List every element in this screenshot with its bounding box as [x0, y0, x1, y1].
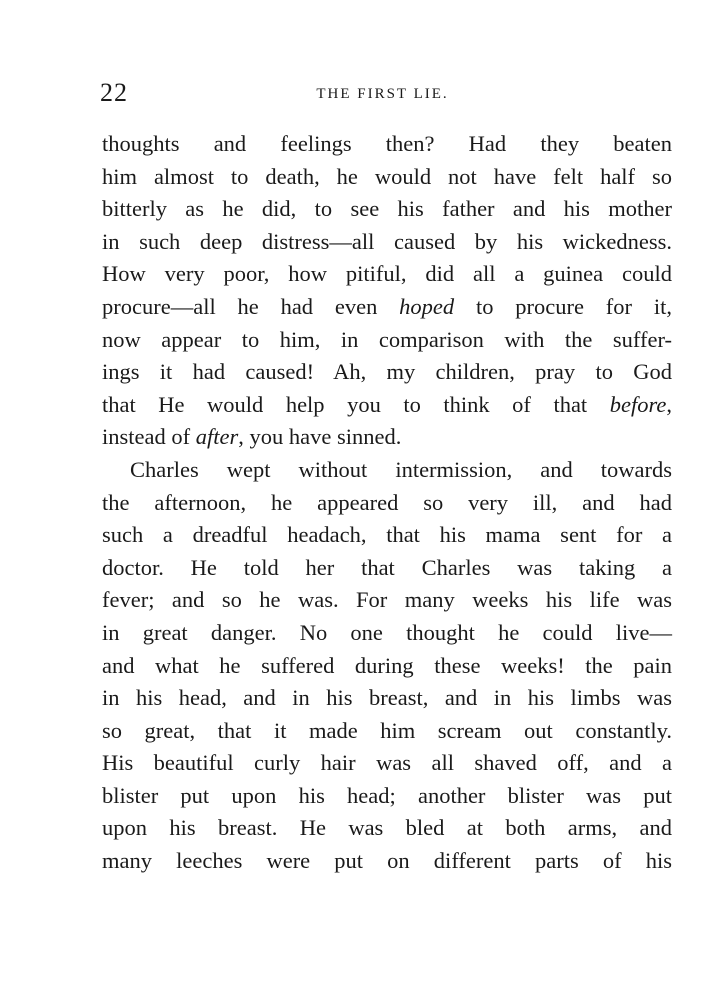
paragraph-2 — [102, 454, 672, 878]
text-line: such a dreadful headach, that his mama sent for a — [102, 522, 672, 548]
text-line: Charles wept without intermission, and towards — [130, 456, 672, 482]
text-line: that He would help you to think of that before, — [102, 391, 672, 417]
running-title: THE FIRST LIE. — [316, 86, 449, 102]
page-header — [100, 78, 675, 110]
text-line: the afternoon, he appeared so very ill, and had — [102, 489, 672, 515]
italic-word: before — [609, 391, 667, 417]
text-line: fever; and so he was. For many weeks his life was — [102, 587, 672, 613]
text-line: blister put upon his head; another blister was put — [102, 782, 672, 808]
text-line: instead of after, you have sinned. — [102, 424, 402, 450]
text-line: in such deep distress—all caused by his wickedness. — [102, 228, 672, 254]
text-line: His beautiful curly hair was all shaved off, and a — [102, 750, 672, 776]
body-text — [102, 128, 672, 878]
text-line: in his head, and in his breast, and in his limbs was — [102, 685, 672, 711]
text-line: upon his breast. He was bled at both arms, and — [102, 815, 672, 841]
text-line: and what he suffered during these weeks! the pain — [102, 652, 672, 678]
italic-word: hoped — [399, 293, 455, 319]
text-line: him almost to death, he would not have felt half so — [102, 163, 672, 189]
text-line: in great danger. No one thought he could live— — [102, 619, 672, 645]
text-line: now appear to him, in comparison with the suffer- — [102, 326, 672, 352]
text-line: thoughts and feelings then? Had they beaten — [102, 131, 672, 156]
text-line: How very poor, how pitiful, did all a guinea could — [102, 261, 672, 287]
text-line: doctor. He told her that Charles was taking a — [102, 554, 672, 580]
text-line: many leeches were put on different parts of his — [102, 848, 672, 874]
paragraph-1 — [102, 128, 672, 454]
text-line: so great, that it made him scream out constantly. — [102, 717, 672, 743]
text-line: ings it had caused! Ah, my children, pray to God — [102, 359, 672, 385]
text-line: procure—all he had even hoped to procure for it, — [102, 293, 672, 319]
text-line: bitterly as he did, to see his father and his mother — [102, 196, 672, 222]
italic-word: after — [195, 424, 239, 450]
page-number: 22 — [100, 78, 128, 107]
